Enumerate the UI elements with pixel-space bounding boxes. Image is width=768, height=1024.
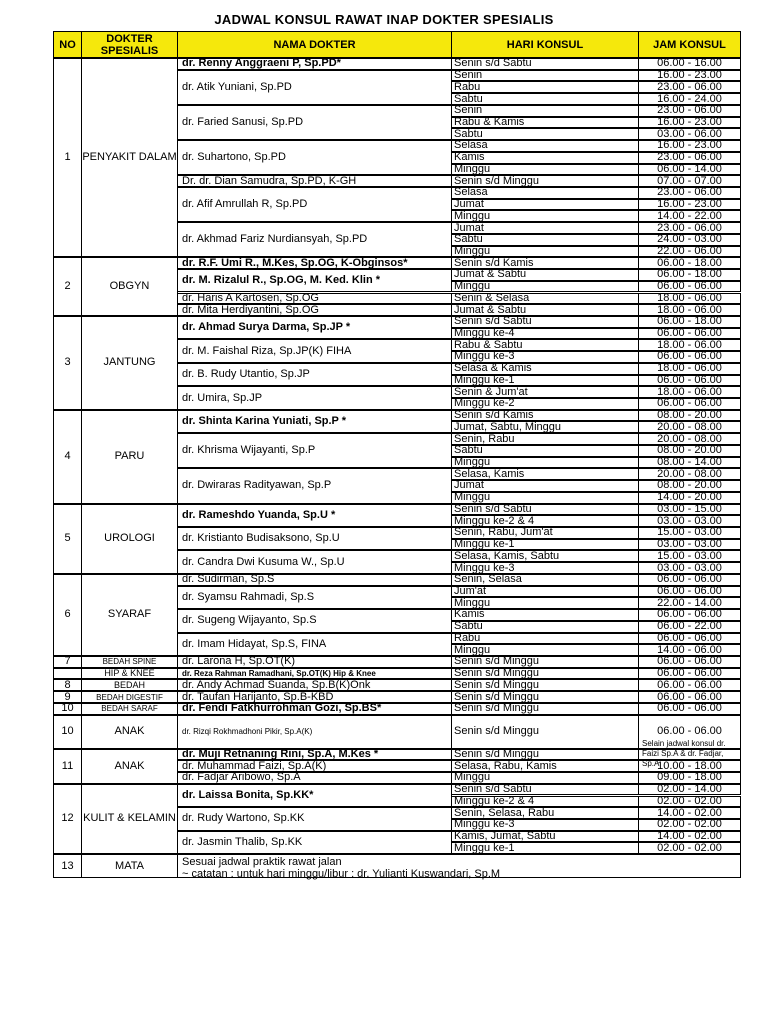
section-no: 1 — [53, 58, 82, 257]
jam-konsul: 08.00 - 20.00 — [638, 445, 741, 457]
jam-konsul: 08.00 - 14.00 — [638, 457, 741, 469]
jam-konsul: 15.00 - 03.00 — [638, 527, 741, 539]
jam-konsul: 06.00 - 18.00 — [638, 257, 741, 269]
hari-konsul: Minggu — [451, 597, 639, 609]
jam-konsul: 23.00 - 06.00 — [638, 187, 741, 199]
hari-konsul: Minggu — [451, 246, 639, 258]
hari-konsul: Selasa — [451, 187, 639, 199]
nama-dokter: dr. Sugeng Wijayanto, Sp.S — [177, 609, 452, 632]
jam-konsul: 16.00 - 23.00 — [638, 117, 741, 129]
jam-konsul: 06.00 - 18.00 — [638, 269, 741, 281]
hari-konsul: Minggu ke-1 — [451, 375, 639, 387]
hari-konsul: Senin s/d Sabtu — [451, 316, 639, 328]
hari-konsul: Minggu ke-1 — [451, 539, 639, 551]
nama-dokter: dr. Ahmad Surya Darma, Sp.JP * — [177, 316, 452, 339]
jam-konsul: 09.00 - 18.00 — [638, 772, 741, 784]
hari-konsul: Minggu ke-1 — [451, 842, 639, 854]
nama-dokter: dr. B. Rudy Utantio, Sp.JP — [177, 363, 452, 386]
hari-konsul: Senin, Rabu — [451, 433, 639, 445]
section-no: 6 — [53, 574, 82, 656]
section-no: 3 — [53, 316, 82, 410]
hari-konsul: Jumat — [451, 222, 639, 234]
jam-konsul: 06.00 - 06.00 — [638, 679, 741, 691]
jam-konsul: 20.00 - 08.00 — [638, 421, 741, 433]
nama-dokter: dr. Fadjar Aribowo, Sp.A — [177, 772, 452, 784]
jam-konsul: 23.00 - 06.00 — [638, 81, 741, 93]
jam-konsul: 10.00 - 18.00 — [638, 760, 741, 772]
hari-konsul: Senin s/d Minggu — [451, 715, 639, 749]
section-spesialis: ANAK — [81, 715, 178, 749]
hari-konsul: Jumat & Sabtu — [451, 269, 639, 281]
jam-konsul: 03.00 - 03.00 — [638, 539, 741, 551]
jam-konsul: 02.00 - 02.00 — [638, 796, 741, 808]
section-no: 8 — [53, 679, 82, 691]
jam-konsul: 23.00 - 06.00 — [638, 222, 741, 234]
hari-konsul: Jumat, Sabtu, Minggu — [451, 421, 639, 433]
hari-konsul: Senin s/d Kamis — [451, 410, 639, 422]
hari-konsul: Senin s/d Minggu — [451, 679, 639, 691]
jam-konsul: 06.00 - 06.00 — [638, 703, 741, 715]
jam-konsul: 06.00 - 06.00 — [638, 633, 741, 645]
hari-konsul: Minggu ke-4 — [451, 328, 639, 340]
hari-konsul: Senin s/d Minggu — [451, 668, 639, 680]
section-no: 13 — [53, 854, 82, 878]
jam-konsul: 06.00 - 06.00 — [638, 609, 741, 621]
hari-konsul: Senin s/d Sabtu — [451, 58, 639, 70]
hari-konsul: Jumat & Sabtu — [451, 304, 639, 316]
hari-konsul: Selasa, Kamis — [451, 468, 639, 480]
jam-konsul: 16.00 - 23.00 — [638, 140, 741, 152]
jam-konsul: 20.00 - 08.00 — [638, 433, 741, 445]
nama-dokter: dr. Rudy Wartono, Sp.KK — [177, 807, 452, 830]
hari-konsul: Selasa & Kamis — [451, 363, 639, 375]
hari-konsul: Senin & Selasa — [451, 293, 639, 305]
jam-konsul: 16.00 - 23.00 — [638, 199, 741, 211]
nama-dokter: dr. Umira, Sp.JP — [177, 386, 452, 409]
jam-konsul: 03.00 - 03.00 — [638, 515, 741, 527]
nama-dokter: Dr. dr. Dian Samudra, Sp.PD, K-GH — [177, 175, 452, 187]
section-spesialis: SYARAF — [81, 574, 178, 656]
jam-konsul: 03.00 - 06.00 — [638, 128, 741, 140]
mata-note — [177, 854, 741, 881]
hari-konsul: Rabu & Sabtu — [451, 339, 639, 351]
section-spesialis: JANTUNG — [81, 316, 178, 410]
hari-konsul: Senin s/d Sabtu — [451, 504, 639, 516]
nama-dokter: dr. Reza Rahman Ramadhani, Sp.OT(K) Hip & Knee — [177, 668, 452, 680]
section-no: 7 — [53, 656, 82, 668]
hari-konsul: Rabu — [451, 81, 639, 93]
section-no: 10 — [53, 715, 82, 749]
section-spesialis: MATA — [81, 854, 178, 878]
nama-dokter: dr. Khrisma Wijayanti, Sp.P — [177, 433, 452, 468]
hari-konsul: Minggu — [451, 457, 639, 469]
hari-konsul: Sabtu — [451, 621, 639, 633]
hari-konsul: Jumat — [451, 199, 639, 211]
section-no: 9 — [53, 691, 82, 703]
nama-dokter: dr. Muji Retnaning Rini, Sp.A, M.Kes * — [177, 749, 452, 761]
hari-konsul: Minggu — [451, 281, 639, 293]
nama-dokter: dr. Afif Amrullah R, Sp.PD — [177, 187, 452, 222]
section-no: 10 — [53, 703, 82, 715]
jam-konsul: 06.00 - 18.00 — [638, 316, 741, 328]
nama-dokter: dr. Rizqi Rokhmadhoni Pikir, Sp.A(K) — [177, 715, 452, 749]
hari-konsul: Minggu ke-2 — [451, 398, 639, 410]
hari-konsul: Senin s/d Minggu — [451, 656, 639, 668]
header-spesialis: DOKTER SPESIALIS — [81, 31, 178, 58]
section-no — [53, 668, 82, 680]
jam-konsul: 03.00 - 15.00 — [638, 504, 741, 516]
hari-konsul: Sabtu — [451, 93, 639, 105]
jam-konsul: 18.00 - 06.00 — [638, 339, 741, 351]
nama-dokter: dr. Suhartono, Sp.PD — [177, 140, 452, 175]
jam-konsul: 23.00 - 06.00 — [638, 105, 741, 117]
nama-dokter: dr. Kristianto Budisaksono, Sp.U — [177, 527, 452, 550]
jam-konsul: 22.00 - 14.00 — [638, 597, 741, 609]
hari-konsul: Senin — [451, 70, 639, 82]
hari-konsul: Sabtu — [451, 445, 639, 457]
jam-konsul: 06.00 - 06.00 — [638, 691, 741, 703]
hari-konsul: Minggu — [451, 164, 639, 176]
jam-konsul: 06.00 - 22.00 — [638, 621, 741, 633]
nama-dokter: dr. M. Faishal Riza, Sp.JP(K) FIHA — [177, 339, 452, 362]
jam-konsul: 06.00 - 06.00 — [638, 398, 741, 410]
nama-dokter: dr. Syamsu Rahmadi, Sp.S — [177, 586, 452, 609]
hari-konsul: Minggu — [451, 492, 639, 504]
jam-konsul: 06.00 - 06.00 — [638, 328, 741, 340]
header-hari-konsul: HARI KONSUL — [451, 31, 639, 58]
hari-konsul: Minggu — [451, 210, 639, 222]
nama-dokter: dr. Muhammad Faizi, Sp.A(K) — [177, 760, 452, 772]
nama-dokter: dr. Laissa Bonita, Sp.KK* — [177, 784, 452, 807]
section-spesialis: OBGYN — [81, 257, 178, 316]
hari-konsul: Minggu ke-2 & 4 — [451, 515, 639, 527]
hari-konsul: Senin, Selasa, Rabu — [451, 807, 639, 819]
jam-konsul: 06.00 - 06.00 — [638, 351, 741, 363]
nama-dokter: dr. R.F. Umi R., M.Kes, Sp.OG, K-Obginsos* — [177, 257, 452, 269]
jam-konsul: 06.00 - 16.00 — [638, 58, 741, 70]
jam-konsul: 06.00 - 06.00 — [638, 281, 741, 293]
hari-konsul: Minggu — [451, 772, 639, 784]
section-spesialis: KULIT & KELAMIN — [81, 784, 178, 854]
jam-konsul: 06.00 - 06.00 — [638, 715, 741, 749]
jam-konsul: 06.00 - 06.00 — [638, 574, 741, 586]
hari-konsul: Senin — [451, 105, 639, 117]
nama-dokter: dr. M. Rizalul R., Sp.OG, M. Ked. Klin * — [177, 269, 452, 292]
hari-konsul: Senin s/d Minggu — [451, 703, 639, 715]
header-nama-dokter: NAMA DOKTER — [177, 31, 452, 58]
jam-konsul: 15.00 - 03.00 — [638, 550, 741, 562]
jam-konsul: 07.00 - 07.00 — [638, 175, 741, 187]
hari-konsul: Jum'at — [451, 586, 639, 598]
jam-konsul: 22.00 - 06.00 — [638, 246, 741, 258]
hari-konsul: Kamis — [451, 609, 639, 621]
jam-konsul: 24.00 - 03.00 — [638, 234, 741, 246]
section-spesialis: PARU — [81, 410, 178, 504]
schedule-table — [53, 31, 741, 920]
section-spesialis: BEDAH DIGESTIF — [81, 691, 178, 703]
jam-konsul: 08.00 - 20.00 — [638, 480, 741, 492]
hari-konsul: Minggu ke-2 & 4 — [451, 796, 639, 808]
hari-konsul: Senin s/d Minggu — [451, 749, 639, 761]
nama-dokter: dr. Imam Hidayat, Sp.S, FINA — [177, 633, 452, 656]
section-spesialis: BEDAH SPINE — [81, 656, 178, 668]
jam-konsul: 02.00 - 14.00 — [638, 784, 741, 796]
nama-dokter: dr. Haris A Kartosen, Sp.OG — [177, 293, 452, 305]
section-spesialis: HIP & KNEE — [81, 668, 178, 680]
section-no: 11 — [53, 749, 82, 784]
jam-konsul: 06.00 - 06.00 — [638, 656, 741, 668]
hari-konsul: Minggu ke-3 — [451, 819, 639, 831]
jam-konsul: 18.00 - 06.00 — [638, 386, 741, 398]
jam-konsul: 06.00 - 06.00 — [638, 586, 741, 598]
mata-note-line: Sesuai jadwal praktik rawat jalan — [182, 856, 342, 869]
hari-konsul: Senin s/d Minggu — [451, 175, 639, 187]
jam-konsul: 06.00 - 14.00 — [638, 164, 741, 176]
hari-konsul: Rabu & Kamis — [451, 117, 639, 129]
hari-konsul: Selasa — [451, 140, 639, 152]
nama-dokter: dr. Faried Sanusi, Sp.PD — [177, 105, 452, 140]
hari-konsul: Minggu — [451, 644, 639, 656]
jam-konsul: 14.00 - 20.00 — [638, 492, 741, 504]
section-no: 5 — [53, 504, 82, 574]
jam-konsul: 06.00 - 06.00 — [638, 668, 741, 680]
nama-dokter: dr. Candra Dwi Kusuma W., Sp.U — [177, 550, 452, 573]
hari-konsul: Kamis — [451, 152, 639, 164]
hari-konsul: Jumat — [451, 480, 639, 492]
nama-dokter: dr. Larona H, Sp.OT(K) — [177, 656, 452, 668]
section-spesialis: UROLOGI — [81, 504, 178, 574]
nama-dokter: dr. Mita Herdiyantini, Sp.OG — [177, 304, 452, 316]
hari-konsul: Rabu — [451, 633, 639, 645]
hari-konsul: Minggu ke-3 — [451, 351, 639, 363]
section-spesialis: ANAK — [81, 749, 178, 784]
jam-konsul: 14.00 - 02.00 — [638, 807, 741, 819]
jam-konsul: 08.00 - 20.00 — [638, 410, 741, 422]
hari-konsul: Senin, Selasa — [451, 574, 639, 586]
header-no: NO — [53, 31, 82, 58]
nama-dokter: dr. Dwiraras Radityawan, Sp.P — [177, 468, 452, 503]
section-no: 12 — [53, 784, 82, 854]
jam-konsul: 18.00 - 06.00 — [638, 293, 741, 305]
hari-konsul: Selasa, Kamis, Sabtu — [451, 550, 639, 562]
section-no: 4 — [53, 410, 82, 504]
nama-dokter: dr. Jasmin Thalib, Sp.KK — [177, 831, 452, 854]
jam-konsul: 18.00 - 06.00 — [638, 304, 741, 316]
nama-dokter: dr. Sudirman, Sp.S — [177, 574, 452, 586]
page-title: JADWAL KONSUL RAWAT INAP DOKTER SPESIALIS — [214, 12, 554, 27]
jam-konsul: 02.00 - 02.00 — [638, 819, 741, 831]
hari-konsul: Senin s/d Kamis — [451, 257, 639, 269]
jam-konsul: 06.00 - 06.00 — [638, 375, 741, 387]
hari-konsul: Senin & Jum'at — [451, 386, 639, 398]
jam-konsul: 14.00 - 02.00 — [638, 831, 741, 843]
nama-dokter: dr. Akhmad Fariz Nurdiansyah, Sp.PD — [177, 222, 452, 257]
hari-konsul: Senin s/d Sabtu — [451, 784, 639, 796]
jam-konsul: 23.00 - 06.00 — [638, 152, 741, 164]
section-spesialis: PENYAKIT DALAM — [81, 58, 178, 257]
nama-dokter: dr. Fendi Fatkhurrohman Gozi, Sp.BS* — [177, 703, 452, 715]
mata-note-line: ~ catatan : untuk hari minggu/libur : dr. Yulianti Kuswandari, Sp.M — [182, 868, 501, 881]
nama-dokter: dr. Andy Achmad Suanda, Sp.B(K)Onk — [177, 679, 452, 691]
hari-konsul: Senin, Rabu, Jum'at — [451, 527, 639, 539]
hari-konsul: Senin s/d Minggu — [451, 691, 639, 703]
jam-konsul: Selain jadwal konsul dr. Faizi Sp.A & dr. Fadjar, Sp.A — [638, 749, 741, 761]
jam-konsul: 14.00 - 22.00 — [638, 210, 741, 222]
jam-konsul: 16.00 - 23.00 — [638, 70, 741, 82]
hari-konsul: Sabtu — [451, 234, 639, 246]
hari-konsul: Sabtu — [451, 128, 639, 140]
nama-dokter: dr. Atik Yuniani, Sp.PD — [177, 70, 452, 105]
section-spesialis: BEDAH — [81, 679, 178, 691]
hari-konsul: Kamis, Jumat, Sabtu — [451, 831, 639, 843]
nama-dokter: dr. Shinta Karina Yuniati, Sp.P * — [177, 410, 452, 433]
section-spesialis: BEDAH SARAF — [81, 703, 178, 715]
jam-konsul: 14.00 - 06.00 — [638, 644, 741, 656]
jam-konsul: 03.00 - 03.00 — [638, 562, 741, 574]
hari-konsul: Selasa, Rabu, Kamis — [451, 760, 639, 772]
section-no: 2 — [53, 257, 82, 316]
nama-dokter: dr. Renny Anggraeni P, Sp.PD* — [177, 58, 452, 70]
nama-dokter: dr. Taufan Harijanto, Sp.B-KBD — [177, 691, 452, 703]
nama-dokter: dr. Rameshdo Yuanda, Sp.U * — [177, 504, 452, 527]
jam-konsul: 18.00 - 06.00 — [638, 363, 741, 375]
header-jam-konsul: JAM KONSUL — [638, 31, 741, 58]
hari-konsul: Minggu ke-3 — [451, 562, 639, 574]
jam-konsul: 16.00 - 24.00 — [638, 93, 741, 105]
jam-konsul: 20.00 - 08.00 — [638, 468, 741, 480]
jam-konsul: 02.00 - 02.00 — [638, 842, 741, 854]
